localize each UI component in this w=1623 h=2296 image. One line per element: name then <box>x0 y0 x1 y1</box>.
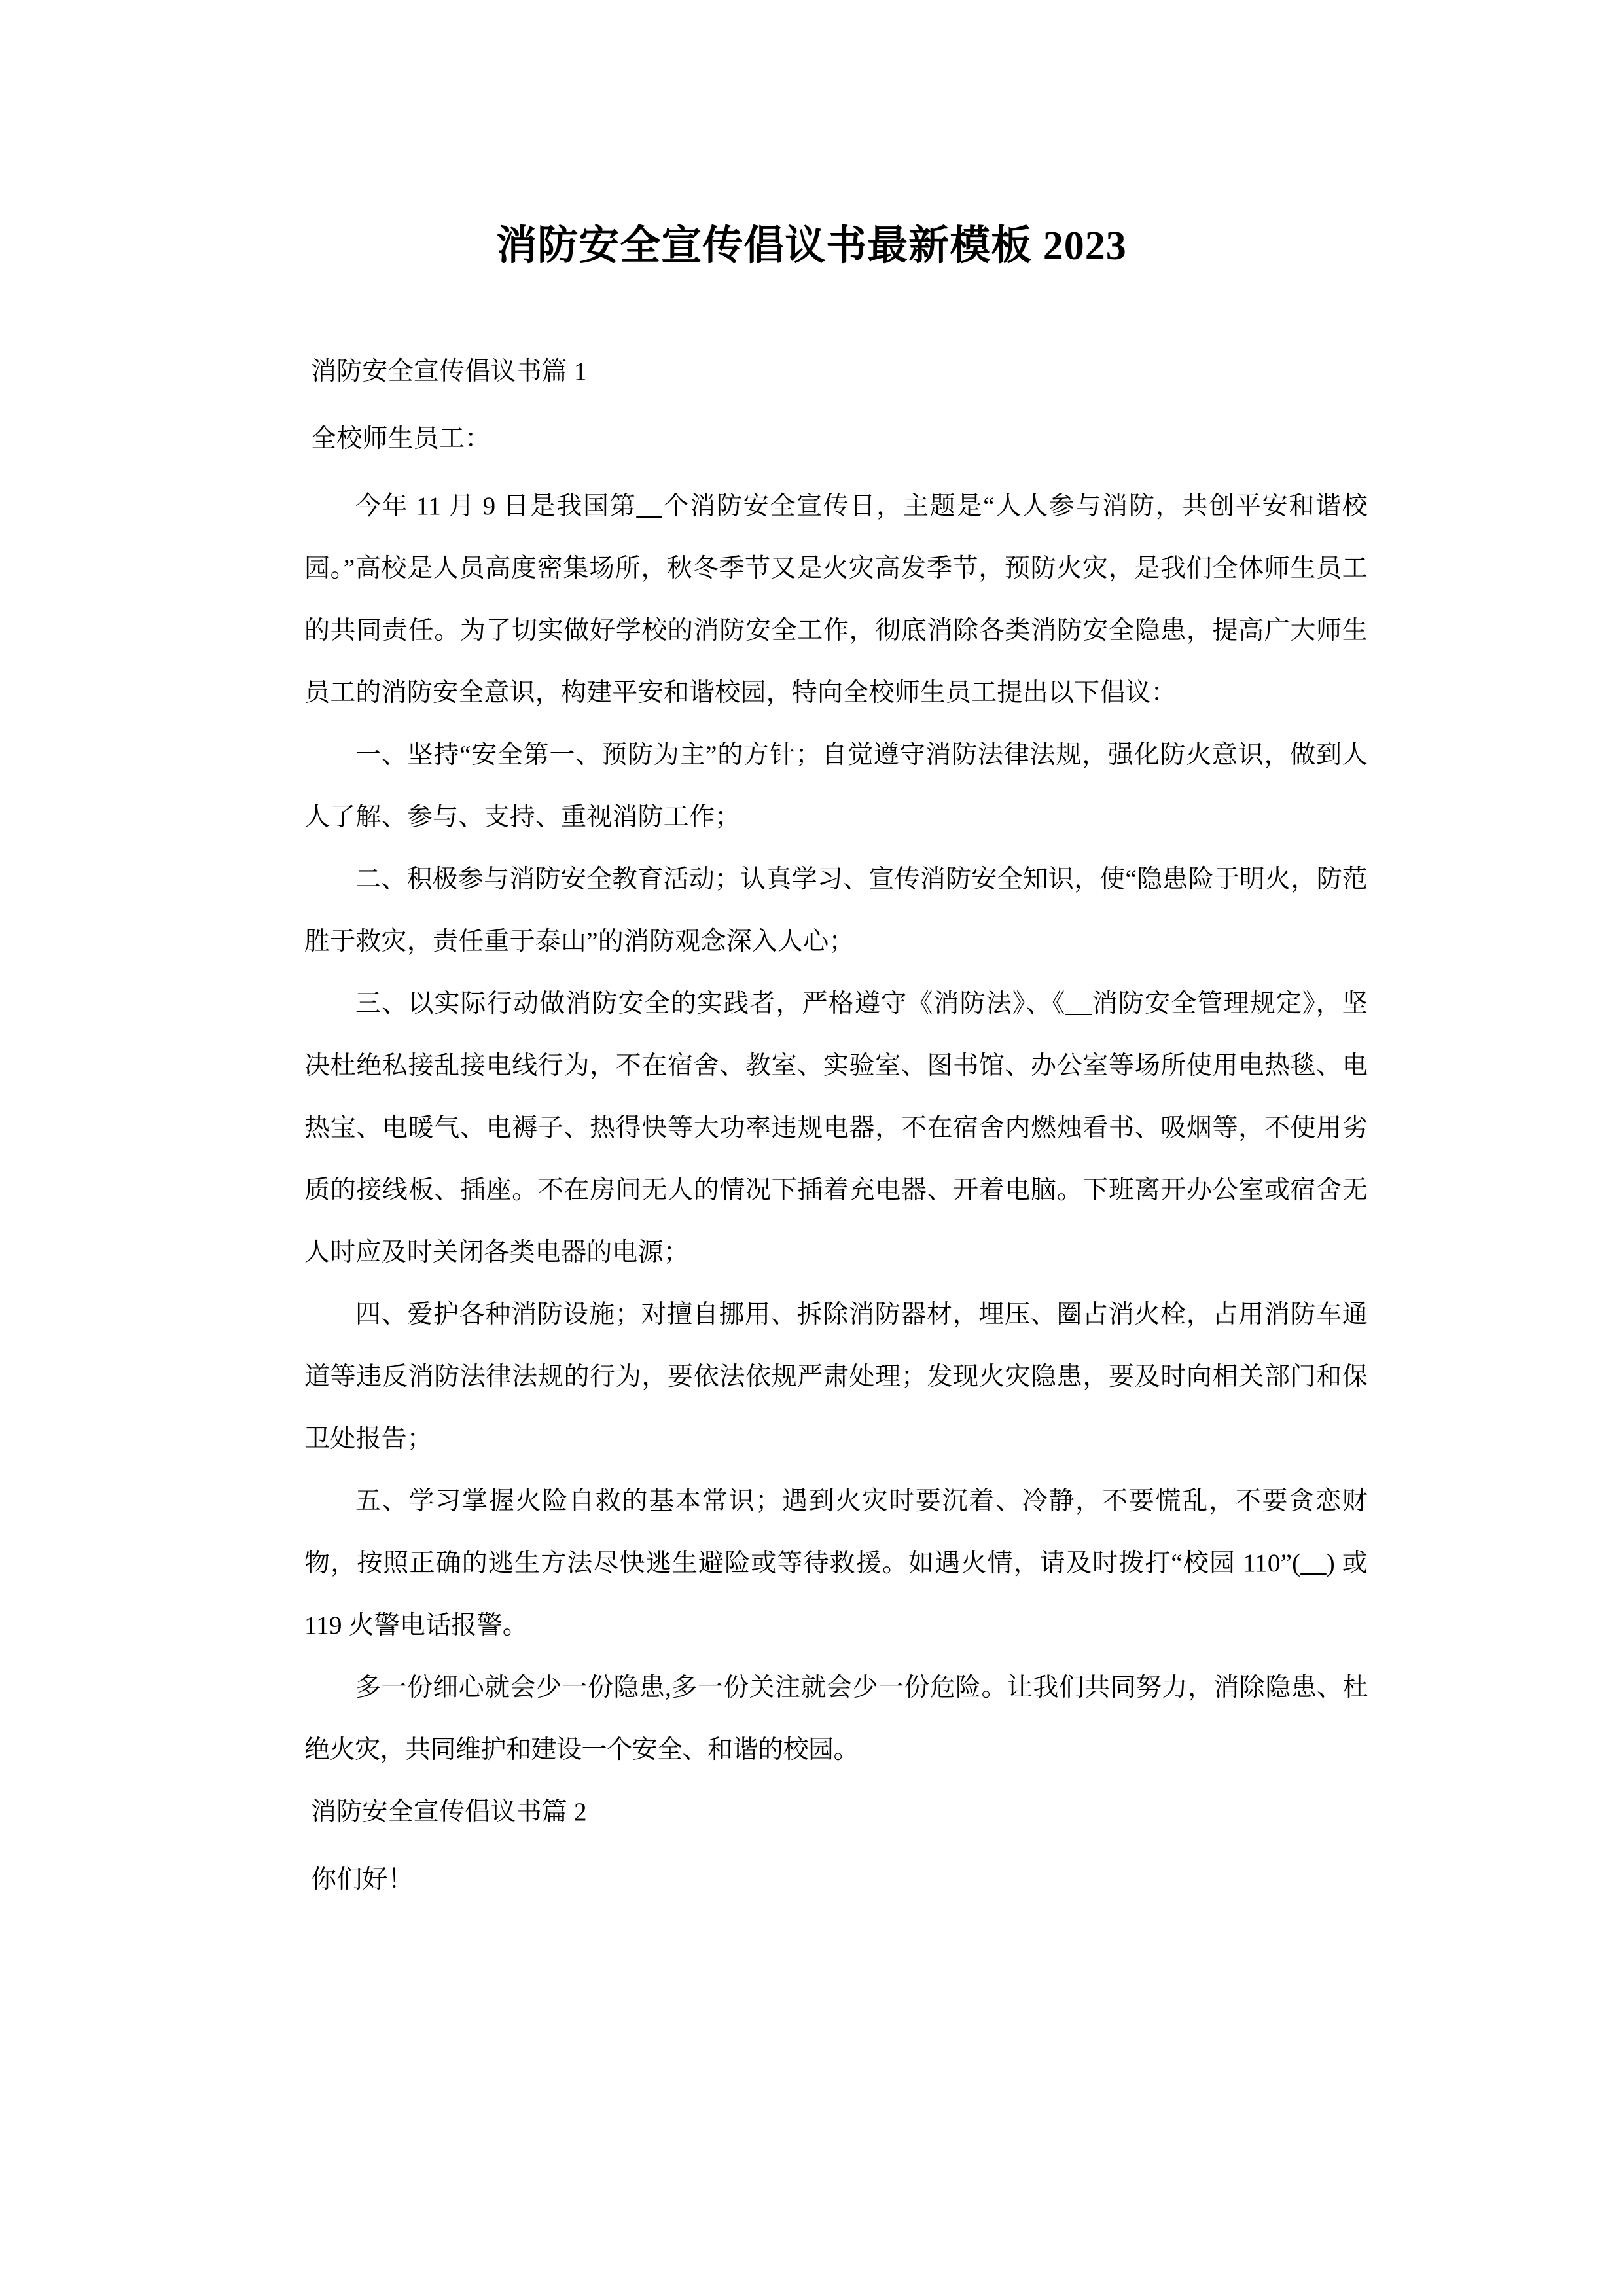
paragraph-item-2: 二、积极参与消防安全教育活动；认真学习、宣传消防安全知识，使“隐患险于明火，防范胜于救灾，责任重于泰山”的消防观念深入人心； <box>304 865 1368 956</box>
document-body <box>304 340 1368 1916</box>
paragraph-item-4: 四、爱护各种消防设施；对擅自挪用、拆除消防器材，埋压、圈占消火栓，占用消防车通道等违反消防法律法规的行为，要依法依规严肃处理；发现火灾隐患，要及时向相关部门和保卫处报告； <box>304 1300 1368 1453</box>
salutation-line-1: 全校师生员工： <box>311 425 491 453</box>
salutation-line-2: 你们好！ <box>311 1865 414 1893</box>
page-title: 消防安全宣传倡议书最新模板 2023 <box>496 223 1127 268</box>
section-label-piece-2: 消防安全宣传倡议书篇 2 <box>311 1798 587 1826</box>
paragraph-intro: 今年 11 月 9 日是我国第__个消防安全宣传日，主题是“人人参与消防，共创平安和谐校园。”高校是人员高度密集场所，秋冬季节又是火灾高发季节，预防火灾，是我们全体师生员工的共同责任。为了切实做好学校的消防安全工作，彻底消除各类消防安全隐患，提高广大师生员工的消防安全意识，构建平安和谐校园，特向全校师生员工提出以下倡议： <box>304 492 1368 707</box>
section-label-piece-1: 消防安全宣传倡议书篇 1 <box>311 357 587 386</box>
paragraph-item-3: 三、以实际行动做消防安全的实践者，严格遵守《消防法》、《__消防安全管理规定》，坚决杜绝私接乱接电线行为，不在宿舍、教室、实验室、图书馆、办公室等场所使用电热毯、电热宝、电暖气、电褥子、热得快等大功率违规电器，不在宿舍内燃烛看书、吸烟等，不使用劣质的接线板、插座。不在房间无人的情况下插着充电器、开着电脑。下班离开办公室或宿舍无人时应及时关闭各类电器的电源； <box>304 990 1368 1266</box>
paragraph-item-5: 五、学习掌握火险自救的基本常识；遇到火灾时要沉着、冷静，不要慌乱，不要贪恋财物，按照正确的逃生方法尽快逃生避险或等待救援。如遇火情，请及时拨打“校园 110”(__) 或 119 火警电话报警。 <box>304 1487 1368 1640</box>
paragraph-closing: 多一份细心就会少一份隐患,多一份关注就会少一份危险。让我们共同努力，消除隐患、杜绝火灾，共同维护和建设一个安全、和谐的校园。 <box>304 1674 1368 1764</box>
paragraph-item-1: 一、坚持“安全第一、预防为主”的方针；自觉遵守消防法律法规，强化防火意识，做到人人了解、参与、支持、重视消防工作； <box>304 741 1368 831</box>
